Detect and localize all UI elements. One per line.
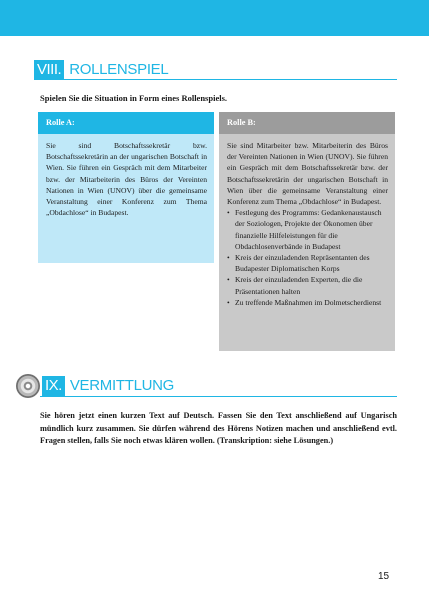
role-b-box [219, 112, 395, 351]
role-b-heading: Rolle B: [219, 112, 395, 134]
list-item: • Zu treffende Maßnahmen im Dolmetscherdienst [227, 297, 388, 308]
list-item: • Kreis der einzuladenden Repräsentanten des Budapester Diplomatischen Korps [227, 252, 388, 274]
section-8-title: ROLLENSPIEL [69, 61, 169, 78]
cd-audio-icon [16, 374, 40, 398]
role-b-text: Sie sind Mitarbeiter bzw. Mitarbeiterin des Büros der Vereinten Nationen in Wien (UNOV). Sie führen ein Gespräch mit dem Botschaftssekretär bzw. der Botschaftssekretärin der ungarischen Botschaft in Wien über die gemeinsame Veranstaltung einer Konferenz zum Thema „Obdachlose“ in Budapest. [227, 141, 388, 207]
section-8-rule [34, 79, 397, 80]
section-9-text: Sie hören jetzt einen kurzen Text auf Deutsch. Fassen Sie den Text anschließend auf Ungarisch mündlich kurz zusammen. Sie dürfen während des Hörens Notizen machen und anschließend evtl. Fragen stellen, falls Sie noch etwas klären wollen. (Transkription: siehe Lösungen.) [40, 411, 397, 446]
role-a-box [38, 112, 214, 263]
section-9-rule [40, 396, 397, 397]
list-item: • Festlegung des Programms: Gedankenaustausch der Soziologen, Projekte der Ökonomen über finanzielle Hilfeleistungen für die Obdachlosenverbände in Budapest [227, 207, 388, 252]
role-a-heading: Rolle A: [38, 112, 214, 134]
section-9-number: IX. [42, 376, 65, 396]
section-9-heading [16, 375, 174, 397]
top-color-band [0, 0, 429, 36]
role-b-bullet-list [227, 207, 388, 308]
section-9-title: VERMITTLUNG [69, 377, 175, 394]
section-8-instruction: Spielen Sie die Situation in Form eines Rollenspiels. [40, 93, 228, 103]
role-a-text: Sie sind Botschaftssekretär bzw. Botschaftssekretärin an der ungarischen Botschaft in Wien. Sie führen ein Gespräch mit dem Mitarbeiter bzw. der Mitarbeiterin des Büros der Vereinten Nationen in Wien (UNOV) über die gemeinsame Veranstaltung einer Konferenz zum Thema „Obdachlose“ in Budapest. [46, 141, 207, 218]
section-8-number: VIII. [34, 60, 64, 80]
section-8-heading [34, 60, 168, 80]
page-number: 15 [378, 571, 390, 582]
role-b-body [219, 134, 395, 308]
list-item: • Kreis der einzuladenden Experten, die die Präsentationen halten [227, 274, 388, 296]
